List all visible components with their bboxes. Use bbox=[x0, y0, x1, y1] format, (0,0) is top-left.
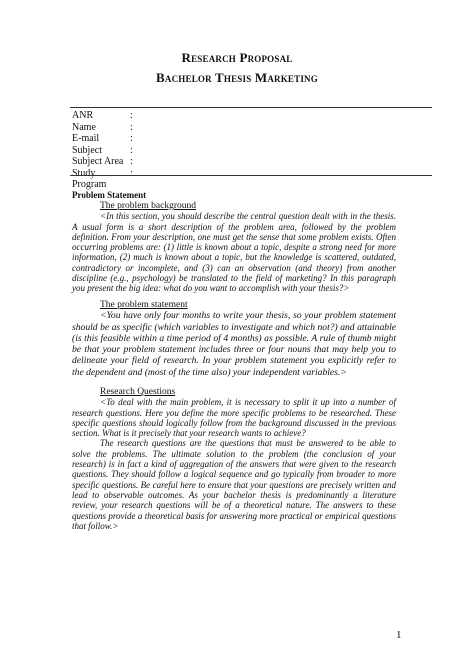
field-subject-area bbox=[72, 156, 138, 168]
student-info-fields bbox=[72, 110, 138, 191]
field-label: Study Program bbox=[72, 167, 107, 190]
paragraph-research-questions-2: The research questions are the questions that must be answered to be able to solve the problems. The ultimate solution to the problem (the conclusion of your research) is in fact a kind of aggregation of the answers that were given to the research questions. They should follow a logical sequence and go typically from broader to more specific questions. Be careful here to ensure that your questions are precisely written and lead to observable outcomes. As your bachelor thesis is predominantly a literature review, your research questions will be of a theoretical nature. The answers to these questions provide a theoretical basis for answering more practical or empirical questions that follow.> bbox=[72, 438, 396, 531]
field-label: E-mail bbox=[72, 133, 100, 144]
field-colon: : bbox=[130, 110, 133, 121]
section-problem-background bbox=[72, 201, 396, 294]
field-colon: : bbox=[130, 144, 133, 156]
paragraph-problem-background: <In this section, you should describe the central question dealt with in the thesis. A usual form is a short description of the problem area, followed by the problem definition. From your description, one must get the sense that some problem exists. Often occurring problems are: (1) little is known about a topic, despite a strong need for more information, (2) much is known about a topic, but the knowledge is scattered, outdated, contradictory or incomplete, and (3) can an observation (and theory) from another discipline (e.g., psychology) be translated to the field of marketing? In this paragraph you present the big idea: what do you want to accomplish with your thesis?> bbox=[72, 211, 396, 294]
section-research-questions bbox=[72, 387, 396, 531]
divider-top bbox=[70, 107, 432, 108]
subheading-problem-statement: The problem statement bbox=[100, 300, 188, 310]
paragraph-research-questions-1: <To deal with the main problem, it is necessary to split it up into a number of research questions. Here you define the more specific problems to be researched. These specific questions should logically follow from the background discussed in the previous section. What is it precisely that your research wants to achieve? bbox=[72, 397, 396, 439]
field-colon: : bbox=[130, 156, 133, 167]
page-number: 1 bbox=[396, 629, 402, 641]
field-name bbox=[72, 122, 138, 134]
subheading-research-questions: Research Questions bbox=[100, 387, 176, 397]
field-colon: : bbox=[130, 167, 133, 179]
field-colon: : bbox=[130, 133, 133, 144]
field-study-program bbox=[72, 168, 138, 191]
field-label: Subject bbox=[72, 144, 102, 156]
paragraph-problem-statement: <You have only four months to write your thesis, so your problem statement should be as specific (which variables to investigate and which not?) and attainable (is this feasible within a time period of 4 months) as possible. A rule of thumb might be that your problem statement includes three or four nouns that may help you to delineate your field of research. In your problem statement you explicitly refer to the dependent and (most of the time also) your independent variables.> bbox=[72, 310, 396, 378]
field-email bbox=[72, 133, 138, 145]
field-label: Name bbox=[72, 121, 96, 133]
field-subject bbox=[72, 145, 138, 157]
field-colon: : bbox=[130, 121, 133, 133]
section-heading-problem-statement: Problem Statement bbox=[72, 190, 147, 200]
document-title: Research Proposal bbox=[181, 50, 293, 65]
divider-bottom bbox=[70, 175, 432, 176]
field-label: ANR bbox=[72, 110, 94, 121]
document-subtitle: Bachelor Thesis Marketing bbox=[156, 70, 318, 85]
field-label: Subject Area bbox=[72, 156, 124, 167]
field-anr bbox=[72, 110, 138, 122]
section-problem-statement bbox=[72, 300, 396, 378]
subheading-problem-background: The problem background bbox=[100, 201, 197, 211]
